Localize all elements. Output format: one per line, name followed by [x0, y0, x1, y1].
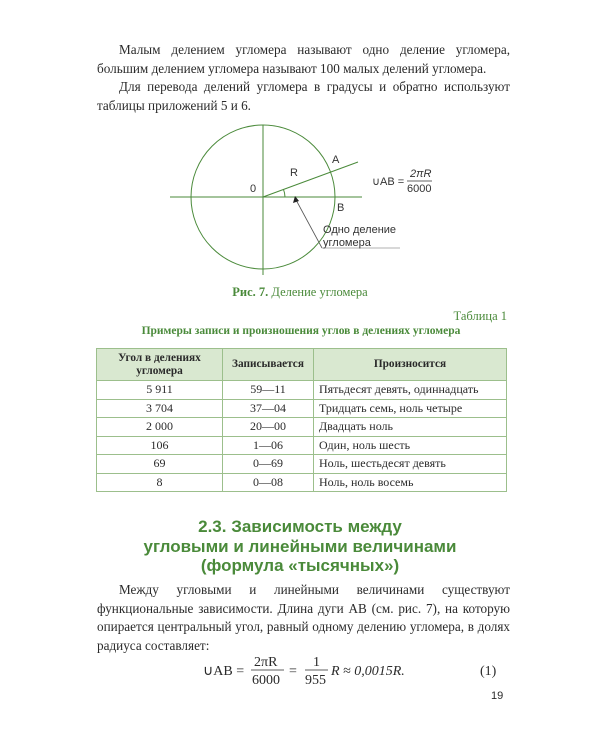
cell: Пятьдесят девять, одиннадцать	[314, 381, 507, 400]
table-row	[97, 436, 507, 455]
label-r: R	[290, 167, 298, 179]
cell: 1—06	[223, 436, 314, 455]
cell: Ноль, ноль восемь	[314, 473, 507, 492]
cell: 8	[97, 473, 223, 492]
formula-f1-num: 2πR	[254, 655, 278, 670]
table-header-row	[97, 349, 507, 381]
callout-line-2: угломера	[323, 237, 371, 249]
division-examples-table	[96, 348, 507, 492]
label-b: B	[337, 202, 345, 214]
cell: 0—69	[223, 455, 314, 474]
caption-number: Рис. 7.	[232, 285, 269, 299]
formula-lhs: ∪AB =	[203, 664, 245, 679]
heading-line-1: 2.3. Зависимость между	[198, 517, 402, 536]
header-angle: Угол в делениях угломера	[97, 349, 223, 381]
angle-arc	[284, 190, 286, 198]
caption-text: Деление угломера	[268, 285, 368, 299]
header-written: Записывается	[223, 349, 314, 381]
fig-formula-num: 2πR	[410, 168, 432, 180]
formula-tail: R ≈ 0,0015R.	[331, 664, 405, 679]
formula-f1-den: 6000	[252, 673, 280, 688]
protractor-division-diagram	[0, 110, 600, 285]
table-row	[97, 418, 507, 437]
table-row	[97, 381, 507, 400]
paragraph-1-text: Малым делением угломера называют одно деление угломера, большим делением угломера называют 100 малых делений угломера.	[97, 42, 510, 76]
page-number: 19	[491, 690, 504, 702]
cell: Двадцать ноль	[314, 418, 507, 437]
figure-caption	[0, 285, 600, 300]
cell: 3 704	[97, 399, 223, 418]
table-row	[97, 473, 507, 492]
cell: Тридцать семь, ноль четыре	[314, 399, 507, 418]
section-heading	[0, 517, 600, 576]
heading-line-2: угловыми и линейными величинами	[143, 536, 457, 556]
cell: Ноль, шестьдесят девять	[314, 455, 507, 474]
formula-1	[0, 652, 600, 688]
fig-formula-lhs: ∪AB =	[372, 176, 405, 188]
cell: 37—04	[223, 399, 314, 418]
formula-f2-den: 955	[305, 673, 326, 688]
formula-number: (1)	[480, 664, 497, 679]
fig-formula-den: 6000	[407, 183, 432, 195]
table-row	[97, 399, 507, 418]
cell: 69	[97, 455, 223, 474]
table-title: Примеры записи и произношения углов в делениях угломера	[141, 325, 461, 337]
label-a: A	[332, 154, 340, 166]
radius-line	[263, 162, 358, 197]
heading-line-3: (формула «тысячных»)	[200, 556, 400, 575]
cell: 5 911	[97, 381, 223, 400]
paragraph-1	[97, 41, 510, 78]
table-row	[97, 455, 507, 474]
formula-f2-num: 1	[313, 655, 320, 670]
table-number: Таблица 1	[453, 309, 507, 323]
callout-line-1: Одно деление	[323, 224, 397, 236]
paragraph-2-text: Для перевода делений угломера в градусы и обратно используют таблицы приложений 5 и 6.	[97, 79, 510, 113]
cell: Один, ноль шесть	[314, 436, 507, 455]
cell: 106	[97, 436, 223, 455]
cell: 2 000	[97, 418, 223, 437]
section-paragraph-text: Между угловыми и линейными величинами существуют функциональные зависимости. Длина дуги AB (см. рис. 7), на которую опирается центральный угол, равный одному делению угломера, в долях радиуса составляет:	[97, 582, 510, 653]
section-paragraph	[97, 581, 510, 655]
cell: 0—08	[223, 473, 314, 492]
formula-eq: =	[289, 664, 297, 679]
header-pronounced: Произносится	[314, 349, 507, 381]
cell: 20—00	[223, 418, 314, 437]
cell: 59—11	[223, 381, 314, 400]
label-o: 0	[250, 183, 257, 195]
callout-leader	[295, 198, 322, 248]
